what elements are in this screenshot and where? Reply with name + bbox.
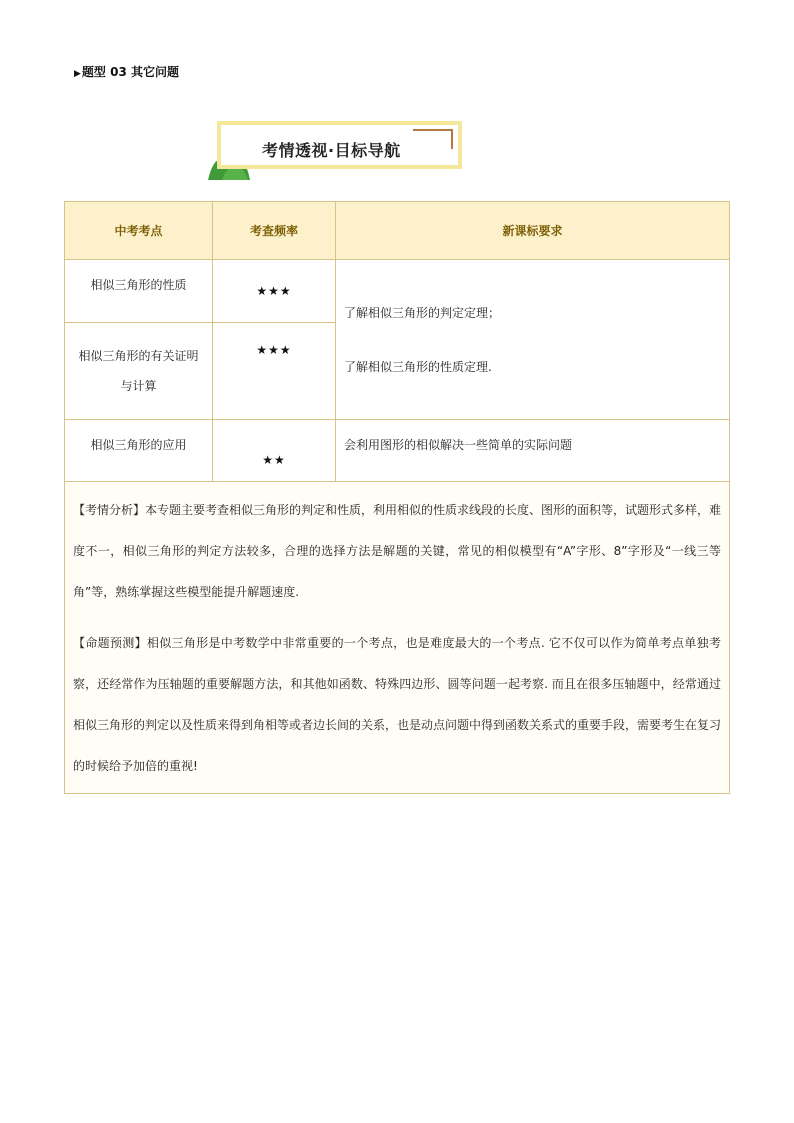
frequency-stars: ★★ (213, 420, 336, 482)
topic-cell: 相似三角形的应用 (65, 420, 213, 482)
banner-box (217, 121, 462, 169)
column-header: 考查频率 (213, 202, 336, 260)
column-header: 新课标要求 (336, 202, 730, 260)
requirement-cell: 会利用图形的相似解决一些简单的实际问题 (336, 420, 730, 482)
table-row (65, 260, 730, 323)
frequency-stars: ★★★ (213, 260, 336, 323)
column-header: 中考考点 (65, 202, 213, 260)
exam-analysis-paragraph: 【考情分析】本专题主要考查相似三角形的判定和性质，利用相似的性质求线段的长度、图形的面积等，试题形式多样，难度不一，相似三角形的判定方法较多，合理的选择方法是解题的关键，常见的相似模型有“A”字形、8”字形及“一线三等角”等，熟练掌握这些模型能提升解题速度. (73, 503, 722, 599)
triangle-marker-icon: ▶ (74, 69, 81, 79)
table-row (65, 420, 730, 482)
requirement-cell (336, 260, 730, 420)
topic-cell: 相似三角形的有关证明与计算 (65, 323, 213, 420)
topic-cell: 相似三角形的性质 (65, 260, 213, 323)
section-heading (74, 63, 179, 80)
frequency-stars: ★★★ (213, 323, 336, 420)
prediction-paragraph: 【命题预测】相似三角形是中考数学中非常重要的一个考点，也是难度最大的一个考点. 它不仅可以作为简单考点单独考察，还经常作为压轴题的重要解题方法，和其他如函数、特殊四边形、圆等问题一起考察. 而且在很多压轴题中，经常通过相似三角形的判定以及性质来得到角相等或者边长间的关系，也是动点问题中得到函数关系式的重要手段，需要考生在复习的时候给予加倍的重视! (73, 636, 722, 773)
banner-accent-line (413, 129, 453, 131)
exam-points-table (64, 201, 730, 794)
analysis-row (65, 482, 730, 794)
requirement-line: 了解相似三角形的判定定理； (344, 305, 501, 320)
requirement-line: 了解相似三角形的性质定理. (344, 359, 492, 374)
banner-title: 考情透视·目标导航 (262, 141, 401, 160)
section-heading-text: 题型 03 其它问题 (81, 65, 179, 79)
banner (208, 120, 470, 180)
table-header-row (65, 202, 730, 260)
analysis-cell (65, 482, 730, 794)
banner-accent-line (451, 129, 453, 149)
